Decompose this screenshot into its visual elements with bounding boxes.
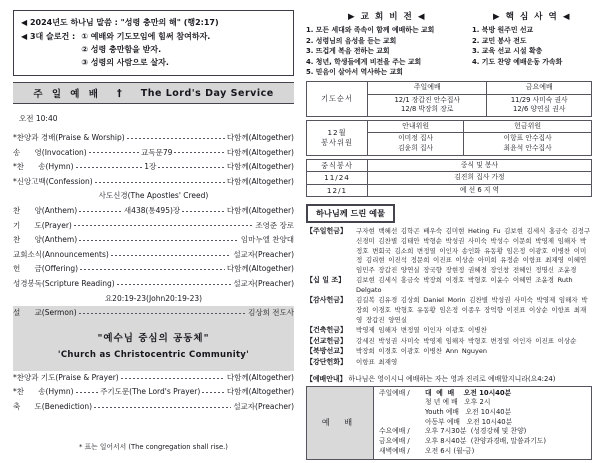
order-center-text: 사도신경(The Apostles' Creed): [98, 191, 209, 201]
church-vision-title: ▶ 교 회 비 전 ◀: [348, 12, 426, 22]
committee-cell: 이항표 안수집사 최윤석 안수집사: [464, 133, 592, 155]
order-item-label: 교회소식(Announcements): [13, 249, 109, 259]
offering-names: 김보현 김세식 홍금숙 박장희 이경호 박형호 이윤수 이혜연 조윤경 Ruth Delgato: [356, 276, 573, 294]
order-item-label: 축 도(Benediction): [13, 401, 93, 411]
offering-entry: [306, 347, 592, 357]
meal-cell: 11/24: [307, 172, 368, 185]
core-ministry-list: [472, 25, 592, 67]
order-row: [13, 306, 294, 321]
order-item-person: 다함께(Altogether): [226, 387, 295, 397]
order-item-person: 설교자(Preacher): [233, 249, 294, 259]
yearly-theme-box: [13, 10, 294, 76]
table-row: [307, 81, 592, 94]
order-row: [13, 219, 294, 234]
core-ministry-title: ▶ 핵 심 사 역 ◀: [493, 12, 571, 22]
order-item-person: 다함께(Altogether): [226, 372, 294, 382]
core-ministry: [468, 10, 592, 78]
order-item-detail: 주기도문(The Lord's Prayer): [100, 387, 201, 397]
right-page: [306, 10, 592, 460]
order-item-detail: 새438(통495)장: [123, 205, 181, 215]
core-ministry-item: 2. 교민 봉사 전도: [472, 36, 527, 45]
leader-line: [76, 392, 99, 393]
banner-slogan: ③ 성령의 사람으로 살자.: [81, 58, 169, 67]
sermon-title-korean: "예수님 중심의 공동체": [97, 332, 210, 344]
leader-line: [94, 407, 231, 408]
prayer-duty-cell: 12/1 장갑진 안수집사 12/8 박장희 장로: [368, 94, 487, 116]
worship-schedule-line: [379, 389, 586, 399]
order-item-label: *찬 송(Hymn): [13, 387, 74, 397]
service-time: 오전 10:40: [19, 114, 58, 123]
table-row: [307, 120, 592, 133]
offering-entry: [306, 276, 592, 295]
worship-schedule-line: [379, 408, 586, 418]
service-title-bar: [13, 82, 294, 104]
worship-schedule-line: [379, 447, 586, 457]
offerings-list: [306, 227, 592, 367]
worship-service-time: 오후 8시40분 (찬양과경배, 말씀과기도): [425, 437, 546, 446]
leader-line: [202, 392, 225, 393]
prayer-duty-label: 기도순서: [307, 81, 368, 116]
order-item-person: 김상희 전도사: [248, 308, 294, 318]
order-item-label: 설 교(Sermon): [13, 308, 77, 318]
rise-footnote: * 표는 일어서서 (The congregation shall rise.): [79, 442, 228, 451]
worship-schedule-table: [306, 386, 592, 460]
worship-service-name: 주일예배 /: [379, 388, 410, 397]
church-vision-list: [306, 25, 468, 78]
december-committee-table: [306, 120, 592, 156]
order-item-person: 설교자(Preacher): [233, 278, 294, 288]
worship-schedule-line: [379, 418, 586, 428]
worship-guide-label: 【예배안내】: [306, 374, 347, 383]
order-row: [13, 160, 294, 175]
order-item-person: 임마누엘 찬양대: [240, 235, 294, 245]
offering-type-label: 【감사헌금】: [306, 296, 348, 305]
worship-schedule-line: [379, 398, 586, 408]
offering-names: 이항표 최재영: [356, 358, 398, 367]
offering-type-label: 【선교헌금】: [306, 336, 348, 345]
order-row: [13, 146, 294, 161]
worship-service-time: 오후 7시30분 (성경강해 및 찬양): [425, 427, 527, 436]
table-row: [307, 159, 592, 172]
order-of-service: [13, 131, 294, 415]
church-vision-item: 5. 믿음이 살아서 역사하는 교회: [306, 68, 403, 77]
order-row: [13, 262, 294, 277]
meal-cell: 중식 및 봉사: [368, 159, 592, 172]
offering-names: 박장희 이경호 이광호 이병찬 Ann Nguyen: [356, 347, 487, 356]
church-vision-item: 1. 모든 세대와 족속이 함께 예배하는 교회: [306, 26, 435, 34]
order-item-label: 성경봉독(Scripture Reading): [13, 278, 115, 288]
order-item-detail: 1장: [144, 162, 157, 172]
table-row: [307, 184, 592, 197]
leader-line: [158, 167, 225, 168]
order-item-label: 찬 양(Anthem): [13, 205, 78, 215]
order-row: [13, 204, 294, 219]
church-vision: [306, 10, 468, 78]
meal-cell: 중식봉사: [307, 159, 368, 172]
leader-line: [95, 182, 225, 183]
order-row: [13, 248, 294, 263]
order-item-person: 다함께(Altogether): [226, 176, 294, 186]
order-item-person: 조영준 장로: [255, 220, 294, 230]
leader-line: [111, 255, 231, 256]
table-column-header: 금요예배: [487, 81, 592, 94]
table-column-header: 헌금위원: [464, 120, 592, 133]
leader-line: [174, 152, 224, 153]
worship-guide-line: [306, 373, 592, 383]
order-row: [13, 175, 294, 190]
order-row: [13, 400, 294, 415]
offering-entry: [306, 296, 592, 325]
leader-line: [79, 211, 122, 212]
sermon-title-box: [13, 321, 294, 371]
worship-service-time: Youth 예배 오전 10시40분: [425, 408, 512, 417]
worship-service-name: 새벽예배 /: [379, 446, 410, 455]
order-item-label: *신앙고백(Confession): [13, 176, 93, 186]
slogan-label: ◀ 3대 슬로건 :: [21, 32, 76, 41]
core-ministry-item: 1. 북방 원주민 선교: [472, 26, 534, 34]
leader-line: [79, 313, 247, 314]
order-row: [13, 277, 294, 292]
church-vision-item: 4. 청년, 학생들에게 비전을 주는 교회: [306, 57, 422, 66]
order-item-person: 다함께(Altogether): [226, 264, 294, 274]
order-item-label: *찬양과 기도(Praise & Prayer): [13, 372, 119, 382]
committee-label: 12월 봉사위원: [307, 120, 368, 155]
table-row: [307, 172, 592, 185]
table-column-header: 안내위원: [368, 120, 464, 133]
order-item-detail: 교독문79: [141, 147, 173, 157]
church-vision-item: 2. 성령님의 음성을 듣는 교회: [306, 36, 397, 45]
leader-line: [80, 269, 225, 270]
order-item-label: *찬양과 경배(Praise & Worship): [13, 133, 125, 142]
cross-icon: †: [116, 87, 125, 99]
slogan-list: [81, 30, 210, 69]
leader-line: [76, 167, 143, 168]
meal-cell: 김진희 집사 가정: [368, 172, 592, 185]
worship-service-name: 금요예배 /: [379, 437, 410, 446]
worship-schedule-line: [379, 427, 586, 437]
order-item-label: 송 영(Invocation): [13, 147, 87, 157]
offering-type-label: 【주일헌금】: [306, 227, 348, 236]
vision-ministry-section: [306, 10, 592, 78]
service-title-english: The Lord's Day Service: [140, 87, 274, 99]
leader-line: [74, 225, 254, 226]
order-row: [13, 233, 294, 248]
order-item-label: 헌 금(Offering): [13, 264, 79, 274]
banner-slogan: ② 성령 충만함을 받자.: [81, 45, 162, 54]
table-column-header: 주일예배: [368, 81, 487, 94]
prayer-duty-table: [306, 81, 592, 117]
order-item-person: 다함께(Altogether): [226, 205, 295, 215]
offering-entry: [306, 337, 592, 347]
leader-line: [89, 152, 139, 153]
offering-type-label: 【건축헌금】: [306, 326, 348, 335]
worship-service-time: 오전 6시 (월-금): [425, 446, 475, 455]
leader-line: [79, 240, 239, 241]
offering-type-label: 【북방선교】: [306, 347, 348, 356]
leader-line: [117, 284, 232, 285]
worship-service-time: 대 예 배 오전 10시40분: [425, 388, 512, 397]
worship-schedule-cell: [374, 386, 592, 459]
order-row: [13, 371, 294, 386]
worship-service-name: [379, 398, 425, 408]
order-item-label: 찬 양(Anthem): [13, 235, 78, 245]
meal-service-table: [306, 159, 592, 198]
core-ministry-item: 4. 기도 찬양 예배운동 가속화: [472, 57, 563, 66]
worship-service-time: 청 년 예 배 오후 2시: [425, 398, 491, 407]
offering-names: 강세진 박성권 사미숙 박영제 임해자 박형호 변정열 이인자 이진표 이상순: [356, 336, 577, 345]
order-row: [13, 131, 294, 146]
offerings-title-box: 하나님께 드린 예물: [306, 204, 395, 223]
service-title-korean: 주 일 예 배: [33, 89, 101, 100]
order-item-person: 설교자(Preacher): [233, 401, 294, 411]
order-item-label: 기 도(Prayer): [13, 220, 72, 230]
order-item-label: *찬 송(Hymn): [13, 162, 74, 172]
worship-side-label: 예 배: [307, 386, 374, 459]
table-row: [307, 386, 592, 459]
offering-entry: [306, 227, 592, 275]
worship-service-time: 아동부 예배 오전 10시40분: [425, 417, 513, 426]
leader-line: [121, 378, 225, 379]
church-vision-item: 3. 뜨겁게 복음 전하는 교회: [306, 47, 390, 56]
order-item-person: 다함께(Altogether): [226, 162, 294, 172]
offering-names: 김길복 김유경 김상희 Daniel Morin 김찬별 박성권 사미숙 박영제 임해자 박장희 이경호 박형호 유동황 임은정 이종우 장억향 이진표 이상순 이항표 최재영 장갑진 양연실: [356, 296, 588, 324]
offering-names: 박영제 임해자 변정열 이인자 이광호 이병찬: [356, 326, 487, 335]
order-item-person: 다함께(Altogether): [226, 133, 294, 142]
order-item-person: 다함께(Altogether): [226, 147, 294, 157]
banner-slogan: ① 예배와 기도모임에 힘써 참여하자.: [81, 32, 211, 41]
offering-entry: [306, 326, 592, 336]
prayer-duty-cell: 11/29 사미숙 권사 12/6 양연실 권사: [487, 94, 592, 116]
slogan-row: [21, 30, 286, 69]
worship-guide-verse: 하나님은 영이시니 예배하는 자는 영과 진리로 예배할지니라(요4:24): [348, 374, 556, 383]
committee-cell: 이미정 집사 김윤희 집사: [368, 133, 464, 155]
order-row: [13, 385, 294, 400]
order-center-text: 요20:19-23(John20:19-23): [104, 293, 203, 303]
offering-names: 구자현 백혜선 김학곤 배우숙 김미현 Heting Fu 김보현 김세식 홍금숙 김정구 신경미 김찬별 김태안 박형순 박성권 사미숙 박성수 이문희 박영제 임해자 박정호 변회국 김소희 변정열 이인자 송인화 유동황 임은정 이광호 이병찬 이미정 김리현 이진석 정문희 이진표 이상순 아미희 유정순 이항표 최재영 이혜연 임민주 장갑진 양연실 장국향 장현정 권혜경 장인창 전혜인 정명신 조윤경: [356, 227, 591, 274]
yearly-theme-line: ◀ 2024년도 하나님 말씀 : "성령 충만의 해" (행2:17): [21, 18, 219, 27]
meal-cell: 예 선 6 지 역: [368, 184, 592, 197]
meal-cell: 12/1: [307, 184, 368, 197]
worship-service-name: 수요예배 /: [379, 427, 410, 436]
worship-service-name: [379, 418, 425, 428]
offering-entry: [306, 358, 592, 368]
offering-type-label: 【강단헌화】: [306, 358, 348, 367]
worship-service-name: [379, 408, 425, 418]
offering-type-label: 【십 일 조】: [306, 276, 346, 285]
sermon-title-english: 'Church as Christocentric Community': [57, 349, 250, 360]
leader-line: [182, 211, 225, 212]
left-page: [13, 10, 294, 451]
leader-line: [127, 138, 225, 139]
worship-schedule-line: [379, 437, 586, 447]
core-ministry-item: 3. 교육 선교 시설 확충: [472, 47, 543, 56]
